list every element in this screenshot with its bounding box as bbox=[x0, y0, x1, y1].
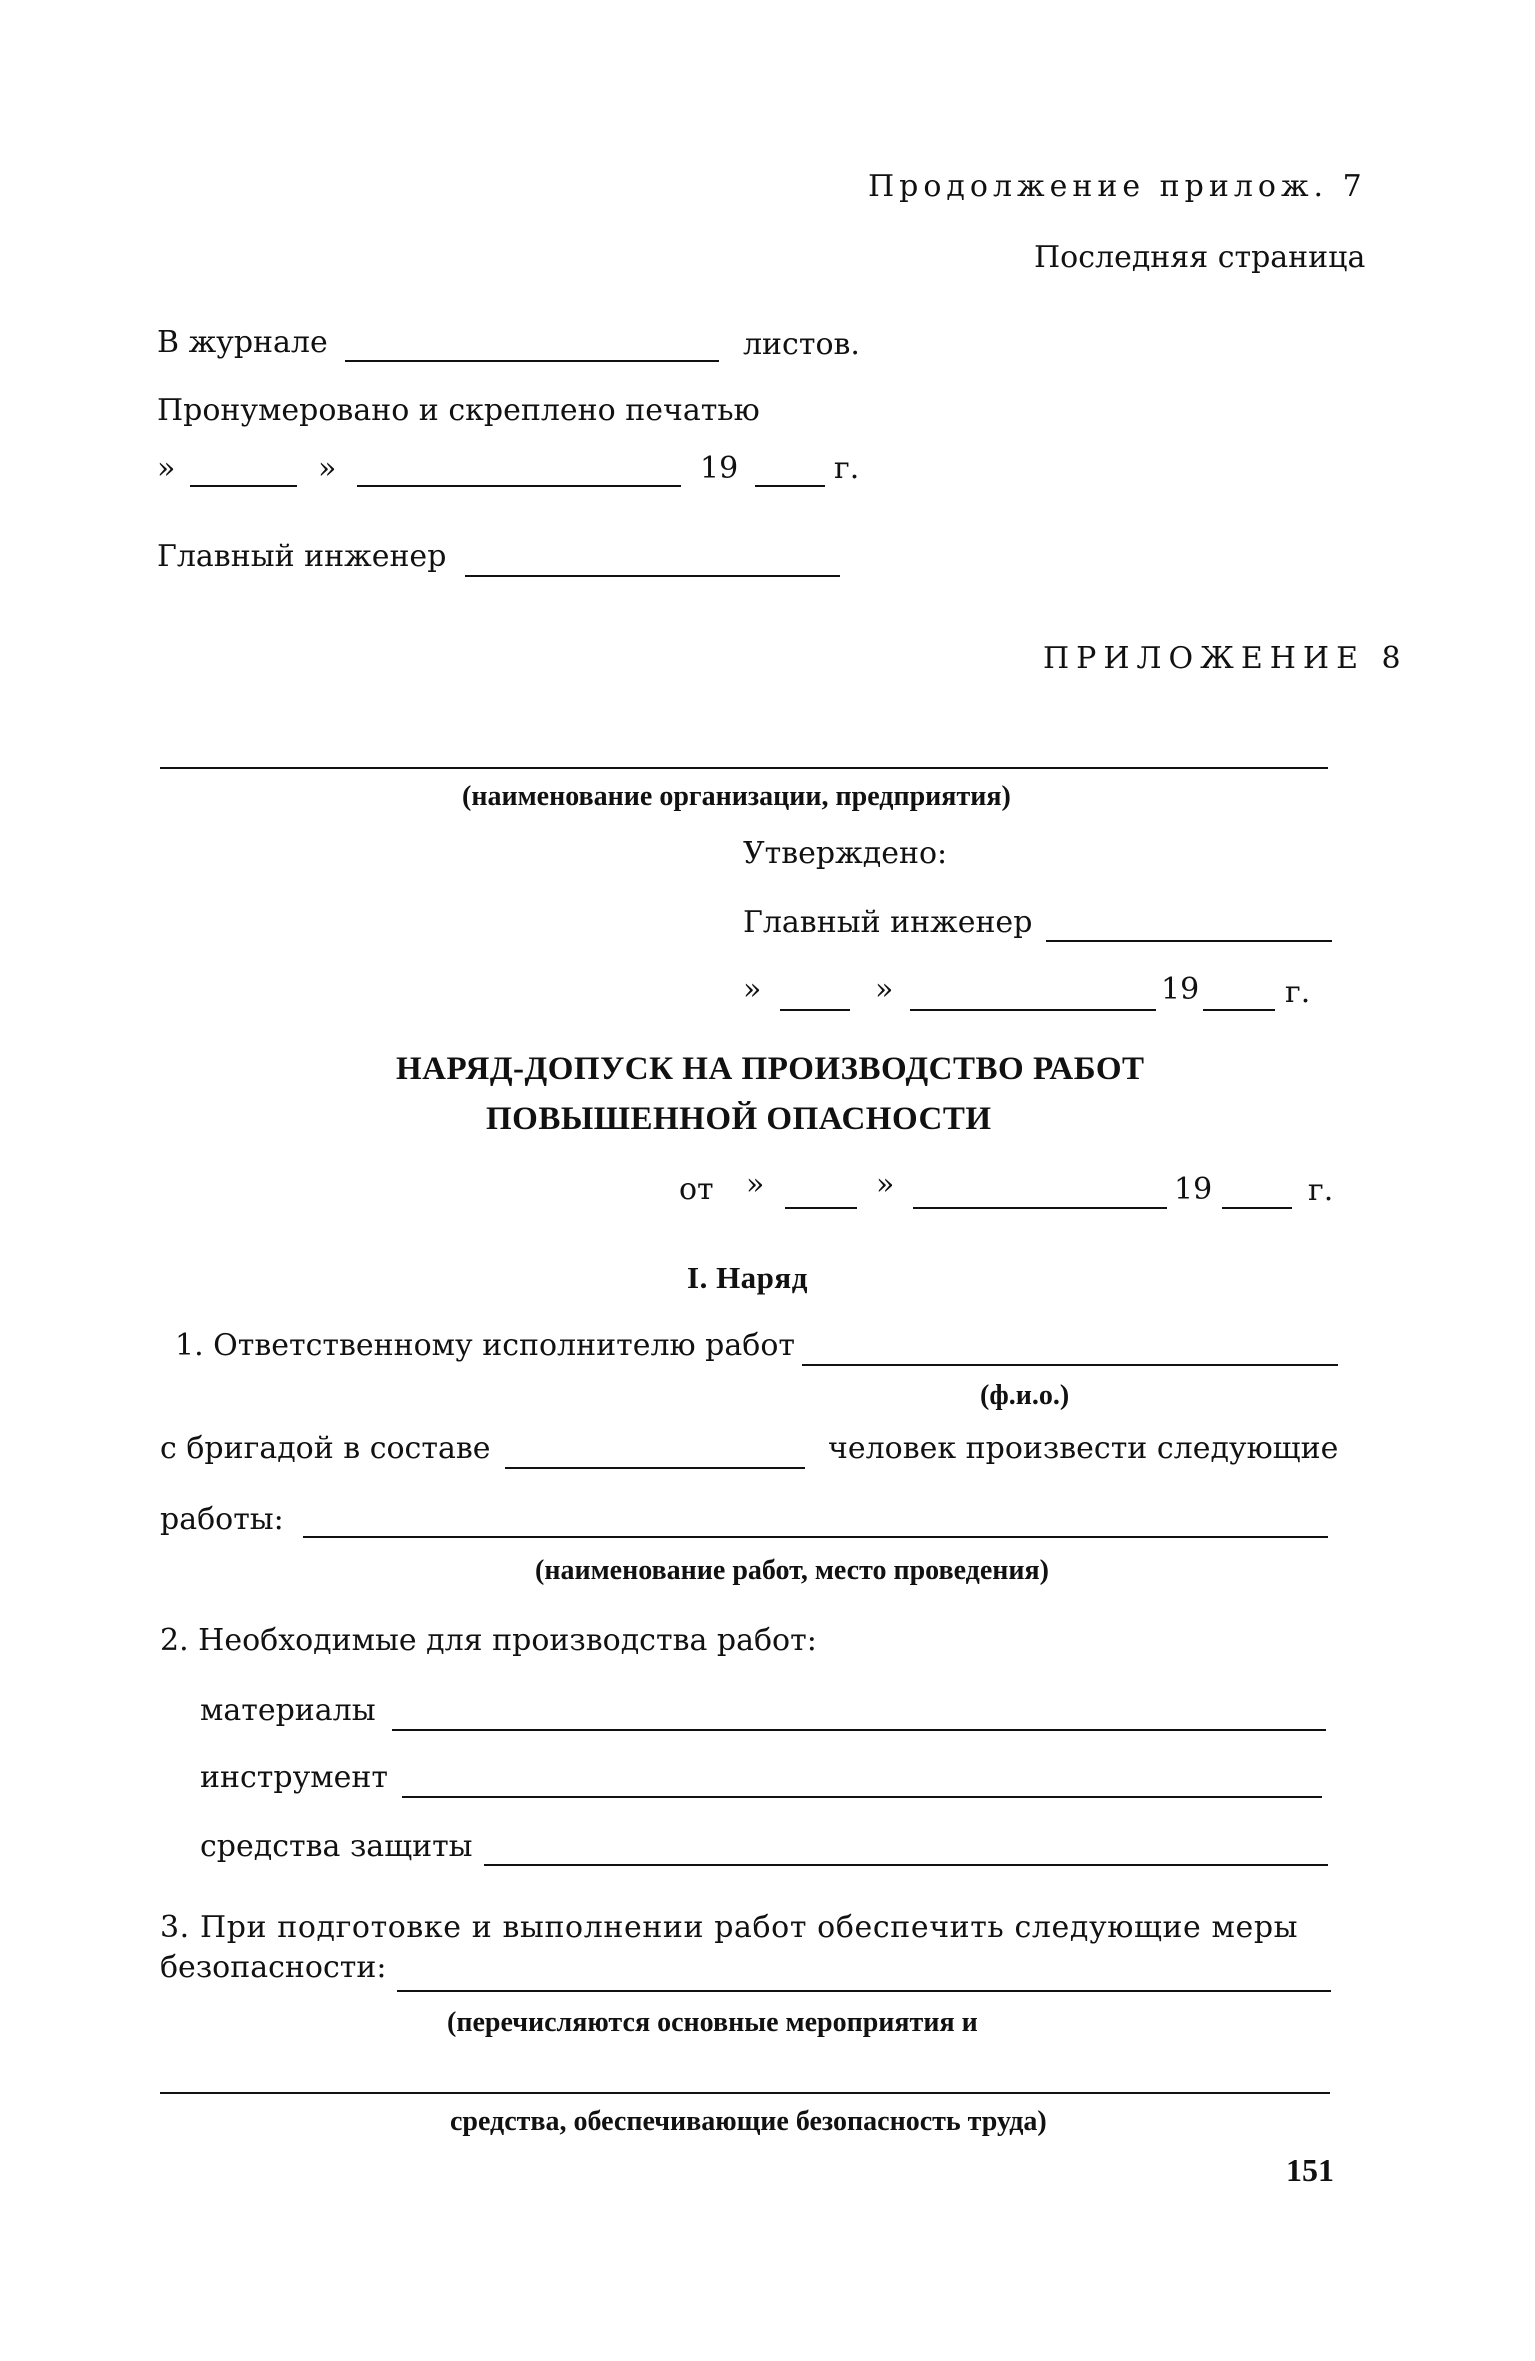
order-quote-open: » bbox=[746, 1167, 765, 1202]
organization-caption: (наименование организации, предприятия) bbox=[462, 781, 1011, 812]
safety-caption-1: (перечисляются основные мероприятия и bbox=[447, 2007, 978, 2038]
order-quote-close: » bbox=[876, 1167, 895, 1202]
order-from-label: от bbox=[679, 1172, 714, 1207]
executor-name-field[interactable] bbox=[802, 1364, 1338, 1366]
tools-field[interactable] bbox=[402, 1796, 1322, 1798]
item2-label: 2. Необходимые для производства работ: bbox=[160, 1623, 817, 1658]
order-day-field[interactable] bbox=[785, 1207, 857, 1209]
appendix-chief-engineer-label: Главный инженер bbox=[743, 905, 1033, 940]
appendix-quote-open: » bbox=[743, 972, 762, 1007]
numbered-label: Пронумеровано и скреплено печатью bbox=[157, 393, 760, 428]
appendix-year-prefix: 19 bbox=[1161, 972, 1200, 1007]
item1-label: 1. Ответственному исполнителю работ bbox=[175, 1328, 795, 1363]
appendix-title: ПРИЛОЖЕНИЕ 8 bbox=[1043, 641, 1408, 676]
year-suffix: г. bbox=[834, 451, 860, 486]
continuation-note: Продолжение прилож. 7 bbox=[868, 169, 1367, 204]
appendix-chief-engineer-field[interactable] bbox=[1046, 940, 1332, 942]
order-title-line2: ПОВЫШЕННОЙ ОПАСНОСТИ bbox=[486, 1101, 992, 1137]
quote-close: » bbox=[318, 451, 337, 486]
order-month-field[interactable] bbox=[913, 1207, 1167, 1209]
materials-field[interactable] bbox=[392, 1729, 1326, 1731]
sheets-count-field[interactable] bbox=[345, 360, 719, 362]
item3-line1: 3. При подготовке и выполнении работ обеспечить следующие меры bbox=[160, 1910, 1299, 1945]
appendix-month-field[interactable] bbox=[910, 1009, 1156, 1011]
approved-label: Утверждено: bbox=[743, 836, 948, 871]
order-year-prefix: 19 bbox=[1174, 1172, 1213, 1207]
protection-field[interactable] bbox=[484, 1864, 1328, 1866]
tools-label: инструмент bbox=[200, 1760, 388, 1795]
appendix-quote-close: » bbox=[875, 972, 894, 1007]
brigade-label: с бригадой в составе bbox=[160, 1431, 491, 1466]
brigade-size-field[interactable] bbox=[505, 1467, 805, 1469]
organization-field[interactable] bbox=[160, 767, 1328, 769]
safety-caption-2: средства, обеспечивающие безопасность труда) bbox=[450, 2106, 1047, 2137]
order-year-suffix: г. bbox=[1308, 1173, 1334, 1208]
year-field[interactable] bbox=[755, 485, 825, 487]
appendix-year-suffix: г. bbox=[1285, 975, 1311, 1010]
appendix-day-field[interactable] bbox=[780, 1009, 850, 1011]
works-field[interactable] bbox=[303, 1536, 1328, 1538]
page-number: 151 bbox=[1286, 2152, 1334, 2188]
quote-open: » bbox=[157, 451, 176, 486]
safety-measures-field-2[interactable] bbox=[160, 2092, 1330, 2094]
order-title-line1: НАРЯД-ДОПУСК НА ПРОИЗВОДСТВО РАБОТ bbox=[396, 1051, 1145, 1087]
safety-measures-field[interactable] bbox=[397, 1990, 1331, 1992]
year-prefix: 19 bbox=[700, 451, 739, 486]
last-page-note: Последняя страница bbox=[1034, 240, 1366, 275]
appendix-year-field[interactable] bbox=[1203, 1009, 1275, 1011]
month-field[interactable] bbox=[357, 485, 681, 487]
day-field[interactable] bbox=[190, 485, 297, 487]
chief-engineer-label: Главный инженер bbox=[157, 539, 447, 574]
materials-label: материалы bbox=[200, 1693, 376, 1728]
section-title: I. Наряд bbox=[687, 1260, 808, 1295]
journal-label: В журнале bbox=[157, 325, 328, 360]
works-caption: (наименование работ, место проведения) bbox=[535, 1555, 1049, 1586]
brigade-suffix: человек произвести следующие bbox=[828, 1431, 1339, 1466]
chief-engineer-signature-field[interactable] bbox=[465, 575, 840, 577]
protection-label: средства защиты bbox=[200, 1829, 473, 1864]
executor-name-caption: (ф.и.о.) bbox=[980, 1380, 1070, 1411]
item3-line2: безопасности: bbox=[160, 1950, 387, 1985]
order-year-field[interactable] bbox=[1222, 1207, 1292, 1209]
sheets-label: листов. bbox=[743, 327, 860, 362]
works-label: работы: bbox=[160, 1502, 284, 1537]
